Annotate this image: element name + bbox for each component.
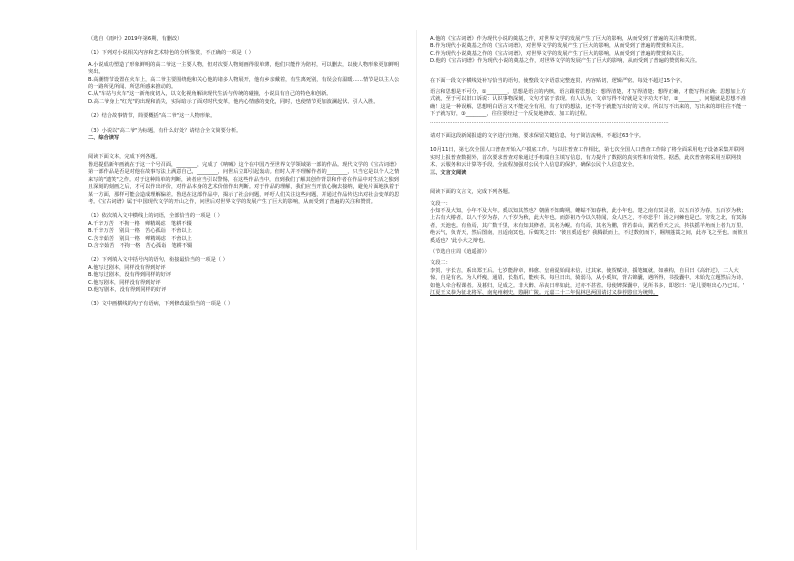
text-paragraph: B.他写过剧本，没有得到同样的好评 <box>88 272 172 279</box>
paragraph-spacer <box>430 126 748 133</box>
text-paragraph: C.他写剧本，同样没有得到好评 <box>88 279 161 286</box>
text-paragraph: 请对下面这段新闻报道的文字进行压缩，要求保留关键信息，句子简洁流畅，不超过63个字。 <box>430 133 645 140</box>
page-fold-divider <box>416 30 417 550</box>
text-paragraph: A.小说成功塑造了形象鲜明的高二爷这一主要人物，但对次要人物刻画得很单薄，他们只能作为陪衬，可以删去，以使人物形象更加鲜明突出。 <box>88 61 400 76</box>
paragraph-spacer <box>88 121 404 128</box>
paragraph-spacer <box>430 66 748 78</box>
text-paragraph: 文段一： <box>430 200 451 207</box>
right-column <box>430 36 748 297</box>
text-paragraph: D.他写剧本，没有得到同样的好评 <box>88 286 167 293</box>
text-paragraph: （3）小说以"高二爷"为标题，有什么好处？请结合全文简要分析。 <box>88 127 242 134</box>
left-column <box>88 36 404 309</box>
text-paragraph: B.作为现代小说奠基之作的《宝古词谱》，对世界文学的发展产生了巨大的影响，从而受到了普遍的赞赏和关注。 <box>430 43 687 50</box>
text-paragraph: D.高二爷身上"红光"的出现和消失，实际暗示了面对时代变革，他内心情感的变化，同时，也使情节更加波澜起伏、引人入胜。 <box>88 98 379 105</box>
section-heading: 三、文言文阅读 <box>430 169 467 176</box>
text-paragraph: 10月11日，第七次全国人口普查开始入户摸底工作。与以往普查工作相比，第七次全国人口普查工作除了将全面采用电子设备采集并联网实时上报普查数据外，首次要求普查对象通过手机端自主填写信息，有力提升了数据的真实性和有效性。据悉，此次普查将采用互联网技术、云服务和云计算等手段，全流程加强对公民个人信息的保护，确保公民个人信息安全。 <box>430 147 745 169</box>
text-paragraph: B.千辛万苦 别具一格 苦心孤诣 不啻以上 <box>88 228 192 235</box>
text-paragraph: D.他的《宝古词谱》作为现代小说的奠基之作，对世界文学的发展产生了巨大的影响，从而受到了普遍的赞赏和关注。 <box>430 58 701 65</box>
text-paragraph: （2）下列填入文中括号内的语句，衔接最恰当的一项是（ ） <box>88 257 228 264</box>
text-paragraph: （1）依次填入文中横线上的词语，全部恰当的一项是（ ） <box>88 213 223 220</box>
text-paragraph: 文段二： <box>430 260 451 267</box>
text-paragraph: B.高潮情节设置在火车上，高二爷主要围绕他和关心他的诸多人物展开，他有乡亲戴着，有生离死别，有误会有温暖……情节是以主人公的一路所见所闻、所思所感来推动的。 <box>88 76 400 91</box>
section-heading: 二、综合读写 <box>88 135 120 142</box>
text-paragraph: A.他写过剧本，同样没有得到好评 <box>88 264 166 271</box>
text-paragraph: C.从"车站与火车"这一新角度切入，以文化视角解读现代生活与传统的碰撞，小说具有自己的特色和创新。 <box>88 91 332 98</box>
text-paragraph: （选自《雨叶》2019年第6期，有删改） <box>88 36 183 42</box>
text-paragraph: 小知不及大知，小年不及大年。奚以知其然也？朝菌不知晦朔，蟪蛄不知春秋，此小年也。楚之南有冥灵者，以五百岁为春，五百岁为秋；上古有大椿者，以八千岁为春，八千岁为秋，此大年也。而彭祖乃今以久特闻，众人匹之，不亦悲乎！汤之问棘也是已。穷发之北，有冥海者，天池也。有鱼焉，其广数千里，未有知其修者，其名为鲲。有鸟焉，其名为鹏，背若泰山，翼若垂天之云，抟扶摇羊角而上者九万里，绝云气，负青天，然后图南，且适南冥也。斥鴳笑之曰：'彼且奚适也？我腾跃而上，不过数仞而下，翱翔蓬蒿之间，此亦飞之至也。而彼且奚适也？'此小大之辩也。 <box>430 207 748 244</box>
text-paragraph: 阅读下面的文言文，完成下列各题。 <box>430 189 514 196</box>
text-paragraph: D.含辛茹苦 不拘一格 苦心孤诣 笔耕不辍 <box>88 242 193 249</box>
text-paragraph: A.千辛万苦 不拘一格 殚精竭虑 笔耕不辍 <box>88 220 192 227</box>
text-paragraph: （节选自庄周《逍遥游》） <box>430 248 490 255</box>
paragraph-spacer <box>88 142 404 154</box>
text-paragraph: C.作为现代小说奠基之作的《宝古词谱》，对世界文学的发展产生了巨大的影响，从而受到了普遍的赞赏和关注。 <box>430 50 687 57</box>
text-paragraph: 在下面一段文字横线处补写恰当的语句，使整段文字语意完整连贯，内容贴切，逻辑严密。每处不超过15个字。 <box>430 77 686 84</box>
paragraph-spacer <box>430 177 748 189</box>
text-paragraph: A.他的《宝古词谱》作为现代小说的奠基之作，对世界文学的发展产生了巨大的影响，从而受到了普遍的关注和赞赏。 <box>430 36 700 42</box>
text-paragraph: 语言和思想是不可分，①________，思想是语言的内核，语言跟着思想走：想得清楚，才写得清楚；想得正确，才能写得正确；思想加上方式就，至于可以旧口诉说：认识事物深刻，文句才富于表现。有人认为，文章写得不好就是文字功夫不好，②________，问题就是思想不准确！这是一种误解，思想明白语言又不能完全有用，有了好的想法，还不等于就能写出好的文章。所以写不出来的，写出来的却往往不能一下子就写好，③________，往往要经过一个反复地修改、加工的过程。 <box>430 89 747 118</box>
text-paragraph: 江夏王义恭为征北将军、南兖州刺史，愍嗣广陵。元嘉二十二年侃林邑两国请讨义恭荐愍宜为统帅。 <box>430 289 659 296</box>
text-paragraph: （3）文中画横线的句子有语病，下列修改最恰当的一项是（ ） <box>88 301 234 308</box>
text-paragraph: 鲁迅提倡新年画就在于这一个号召面，________，完成了《呐喊》这个在中国乃至世界文学领域第一部的作品。现代文学的《宝古词谱》第一部作品是否是对他在故事写法上满意自己，________，问世后立即引起轰动。但时人并不理解作者的________，只当它是以个人之情来写的"遗笑"之作。对于这种简单的判断，读者应当引以警惕，在这些作品当中，直到我们了解其创作背景和作者在作品中对生活之独到且深刻的刻画之后，才可以作出评价，对作品本身的艺术价值作出判断。对于作品的理解，我们应当开放心胸去接纳，避免片面地执着于某一方面，那样可能会造成理解偏差。鲁迅在这部作品中，揭示了社会问题，呼吁人们关注这些问题，并通过作品传达出对社会变革的思考。《宝古词谱》属于中国现代文学的开山之作，问世后对世界文学的发展产生了巨大的影响，从而受到了普遍的关注和赞赏。 <box>88 161 400 205</box>
text-paragraph: ………………………………………………………………………………………………………………………… <box>430 118 669 125</box>
text-paragraph: 阅读下面文本，完成下列各题。 <box>88 154 161 161</box>
text-paragraph: （2）结合故事情节，简要概括"高二爷"这一人物形象。 <box>88 113 216 120</box>
text-paragraph: （1）下列对小说相关内容和艺术特色的分析鉴赏，不正确的一项是（ ） <box>88 50 254 57</box>
text-paragraph: 李贺，字长吉，系出郑王后。七岁能辞章，韩愈、皇甫湜始闻未信，过其家，使贺赋诗，援笔辄就，如素构，自目曰《高轩过》，二人大惊，自是有名。为人纤瘦，通眉，长指爪，能疾书。每旦日出，骑弱马，从小奚奴，背古锦囊，遇所得，书投囊中。未始先立题然后为诗，如他人牵合程课者。及暮归，足成之。非大醉、吊丧日率如此，过亦不甚省。母使婢探囊中，见所书多，即怒曰：'是儿要呕出心乃已耳。' <box>430 267 747 289</box>
text-paragraph: C.含辛茹苦 别具一格 殚精竭虑 不啻以上 <box>88 235 192 242</box>
